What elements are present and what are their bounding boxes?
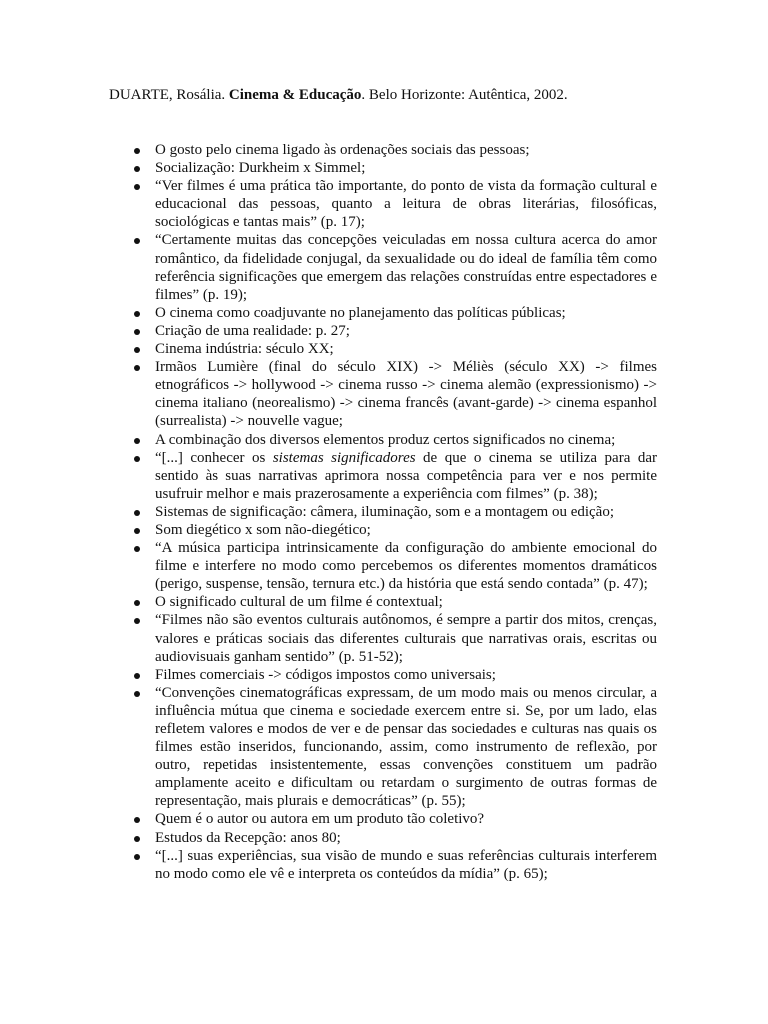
bullet-item [155, 503, 657, 521]
bullet-dot-icon [134, 528, 140, 534]
reference-title: Cinema & Educação [228, 87, 362, 103]
bullet-text: “[...] suas experiências, sua visão de mundo e suas referências culturais interferem no modo como ele vê e interpreta os conteúdos da mídia” (p. 65); [155, 847, 657, 882]
bullet-dot-icon [134, 311, 140, 317]
bullet-item [155, 431, 657, 449]
bullet-dot-icon [134, 546, 140, 552]
bullet-item [155, 611, 657, 665]
bullet-text: O gosto pelo cinema ligado às ordenações sociais das pessoas; [155, 142, 530, 158]
bullet-text: A combinação dos diversos elementos produz certos significados no cinema; [155, 431, 616, 448]
bullet-text: “Filmes não são eventos culturais autônomos, é sempre a partir dos mitos, crenças, valores e práticas sociais das diferentes culturais que narrativas orais, escritas ou audiovisuais ganham sentido” (p. 51-52); [155, 612, 657, 665]
bullet-dot-icon [134, 456, 140, 462]
bullet-dot-icon [134, 238, 140, 244]
bibliographic-reference [109, 86, 669, 104]
bullet-item [155, 322, 657, 340]
bullet-item [155, 449, 657, 503]
bullet-emphasis: sistemas significadores [272, 449, 416, 466]
bullet-dot-icon [134, 329, 140, 335]
bullet-item [155, 304, 657, 322]
bullet-dot-icon [134, 365, 140, 371]
bullet-text: Criação de uma realidade: p. 27; [155, 322, 350, 339]
bullet-text: “[...] conhecer os [155, 449, 273, 466]
bullet-text: Som diegético x som não-diegético; [155, 521, 371, 538]
bullet-dot-icon [134, 600, 140, 606]
bullet-item [155, 358, 657, 430]
bullet-dot-icon [134, 817, 140, 823]
bullet-item [155, 521, 657, 539]
bullet-text: Socialização: Durkheim x Simmel; [155, 160, 366, 177]
bullet-text: de que o cinema se utiliza para dar sentido às suas narrativas aprimora nossa competência para ver e nos permite usufruir melhor e mais prazerosamente a experiência com filmes” (p. 38); [155, 449, 657, 502]
bullet-text: “Convenções cinematográficas expressam, de um modo mais ou menos circular, a influência mútua que cinema e sociedade exercem entre si. Se, por um lado, elas refletem valores e modos de ver e de pensar das sociedades e culturas nas quais os filmes estão inseridos, funcionando, assim, como instrumento de reflexão, por outro, repetidas insistentemente, essas convenções constituem um padrão amplamente aceito e dificultam ou retardam o surgimento de outras formas de representação, mais plurais e democráticas” (p. 55); [155, 684, 657, 810]
bullet-dot-icon [134, 347, 140, 353]
bullet-text: Quem é o autor ou autora em um produto tão coletivo? [155, 811, 485, 828]
bullet-dot-icon [134, 184, 140, 190]
bullet-text: O significado cultural de um filme é contextual; [155, 594, 443, 611]
bullet-item [155, 666, 657, 684]
reference-publisher: . Belo Horizonte: Autêntica, 2002. [361, 87, 568, 103]
bullet-item [155, 847, 657, 883]
bullet-text: “A música participa intrinsicamente da configuração do ambiente emocional do filme e interfere no modo como percebemos os diferentes momentos dramáticos (perigo, suspense, tensão, ternura etc.) da história que está sendo contada” (p. 47); [155, 540, 657, 593]
notes-bullet-list [155, 141, 657, 883]
bullet-dot-icon [134, 166, 140, 172]
bullet-dot-icon [134, 836, 140, 842]
bullet-item [155, 141, 657, 159]
bullet-dot-icon [134, 618, 140, 624]
bullet-dot-icon [134, 673, 140, 679]
bullet-item [155, 159, 657, 177]
bullet-dot-icon [134, 510, 140, 516]
bullet-item [155, 340, 657, 358]
bullet-item [155, 810, 657, 828]
bullet-dot-icon [134, 691, 140, 697]
bullet-item [155, 177, 657, 231]
bullet-text: Cinema indústria: século XX; [155, 341, 334, 358]
bullet-dot-icon [134, 148, 140, 154]
bullet-text: Irmãos Lumière (final do século XIX) -> Méliès (século XX) -> filmes etnográficos -> hollywood -> cinema russo -> cinema alemão (expressionismo) -> cinema italiano (neorealismo) -> cinema francês (avant-garde) -> cinema espanhol (surrealista) -> nouvelle vague; [155, 359, 657, 430]
bullet-text: O cinema como coadjuvante no planejamento das políticas públicas; [155, 304, 566, 321]
bullet-text: Filmes comerciais -> códigos impostos como universais; [155, 666, 496, 683]
bullet-item [155, 539, 657, 593]
bullet-item [155, 593, 657, 611]
reference-author: DUARTE, Rosália. [109, 87, 229, 103]
bullet-text: Estudos da Recepção: anos 80; [155, 829, 341, 846]
bullet-item [155, 684, 657, 811]
bullet-dot-icon [134, 438, 140, 444]
bullet-text: “Ver filmes é uma prática tão importante, do ponto de vista da formação cultural e educacional das pessoas, quanto a leitura de obras literárias, filosóficas, sociológicas e tantas mais” (p. 17); [155, 178, 657, 231]
bullet-dot-icon [134, 854, 140, 860]
bullet-text: “Certamente muitas das concepções veiculadas em nossa cultura acerca do amor romântico, da fidelidade conjugal, da sexualidade ou do ideal de família têm como referência significações que emergem das relações construídas entre espectadores e filmes” (p. 19); [155, 232, 657, 303]
bullet-text: Sistemas de significação: câmera, iluminação, som e a montagem ou edição; [155, 503, 615, 520]
bullet-item [155, 829, 657, 847]
bullet-item [155, 231, 657, 303]
